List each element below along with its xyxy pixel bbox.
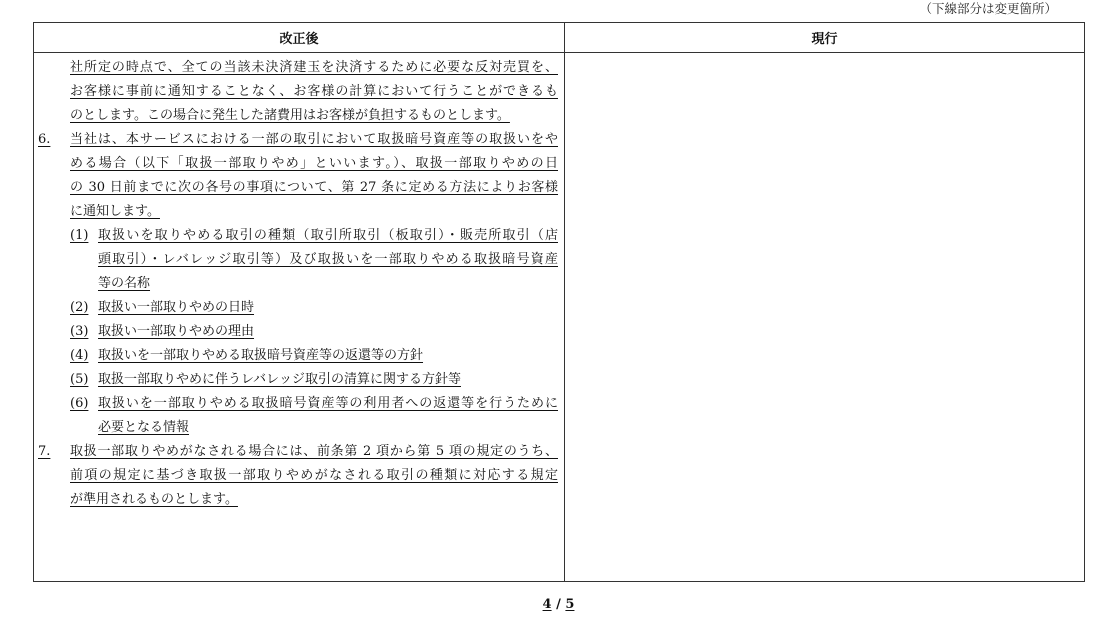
list-item: (4) 取扱いを一部取りやめる取扱暗号資産等の返還等の方針 (70, 348, 424, 363)
page-separator: / (556, 597, 561, 612)
header-after: 改正後 (34, 23, 565, 53)
text-line: が準用されるものとします。 (70, 492, 238, 507)
list-item: (5) 取扱一部取りやめに伴うレバレッジ取引の清算に関する方針等 (70, 372, 461, 387)
table-header-row (34, 23, 1085, 53)
list-item: (3) 取扱い一部取りやめの理由 (70, 324, 255, 339)
paragraph-6: 6. 当社は、本サービスにおける一部の取引において取扱暗号資産等の取扱いをや (38, 128, 558, 152)
text-line: 前項の規定に基づき取扱一部取りやめがなされる取引の種類に対応する規定 (70, 468, 558, 483)
list-item: (6) 取扱いを一部取りやめる取扱暗号資産等の利用者への返還等を行うために (70, 396, 558, 411)
header-current: 現行 (565, 23, 1085, 53)
change-note: （下線部分は変更箇所） (919, 1, 1057, 16)
current-cell (565, 53, 1085, 582)
page-indicator (0, 597, 1117, 612)
text-line: 必要となる情報 (98, 420, 190, 435)
after-cell (34, 53, 565, 582)
text-line: 社所定の時点で、全ての当該未決済建玉を決済するために必要な反対売買を、 (70, 60, 558, 75)
text-line: お客様に事前に通知することなく、お客様の計算において行うことができるも (70, 84, 558, 99)
list-item: (1) 取扱いを取りやめる取引の種類（取引所取引（板取引）・販売所取引（店 (70, 228, 558, 243)
paragraph-number: 6. (38, 132, 51, 147)
text-line: 頭取引）・レバレッジ取引等）及び取扱いを一部取りやめる取扱暗号資産 (98, 252, 558, 267)
paragraph-7: 7. 取扱一部取りやめがなされる場合には、前条第 2 項から第 5 項の規定のうち、 (38, 440, 558, 464)
page-current: 4 (542, 597, 552, 612)
text-line: める場合（以下「取扱一部取りやめ」といいます。）、取扱一部取りやめの日 (70, 156, 558, 171)
text-line: に通知します。 (70, 204, 160, 219)
paragraph-number: 7. (38, 444, 51, 459)
text-line: のとします。この場合に発生した諸費用はお客様が負担するものとします。 (70, 108, 510, 123)
table-row (34, 53, 1085, 582)
text-line: の 30 日前までに次の各号の事項について、第 27 条に定める方法によりお客様 (70, 180, 559, 195)
comparison-table (33, 22, 1085, 582)
list-item: (2) 取扱い一部取りやめの日時 (70, 300, 255, 315)
page-total: 5 (565, 597, 575, 612)
text-line: 等の名称 (98, 276, 151, 291)
